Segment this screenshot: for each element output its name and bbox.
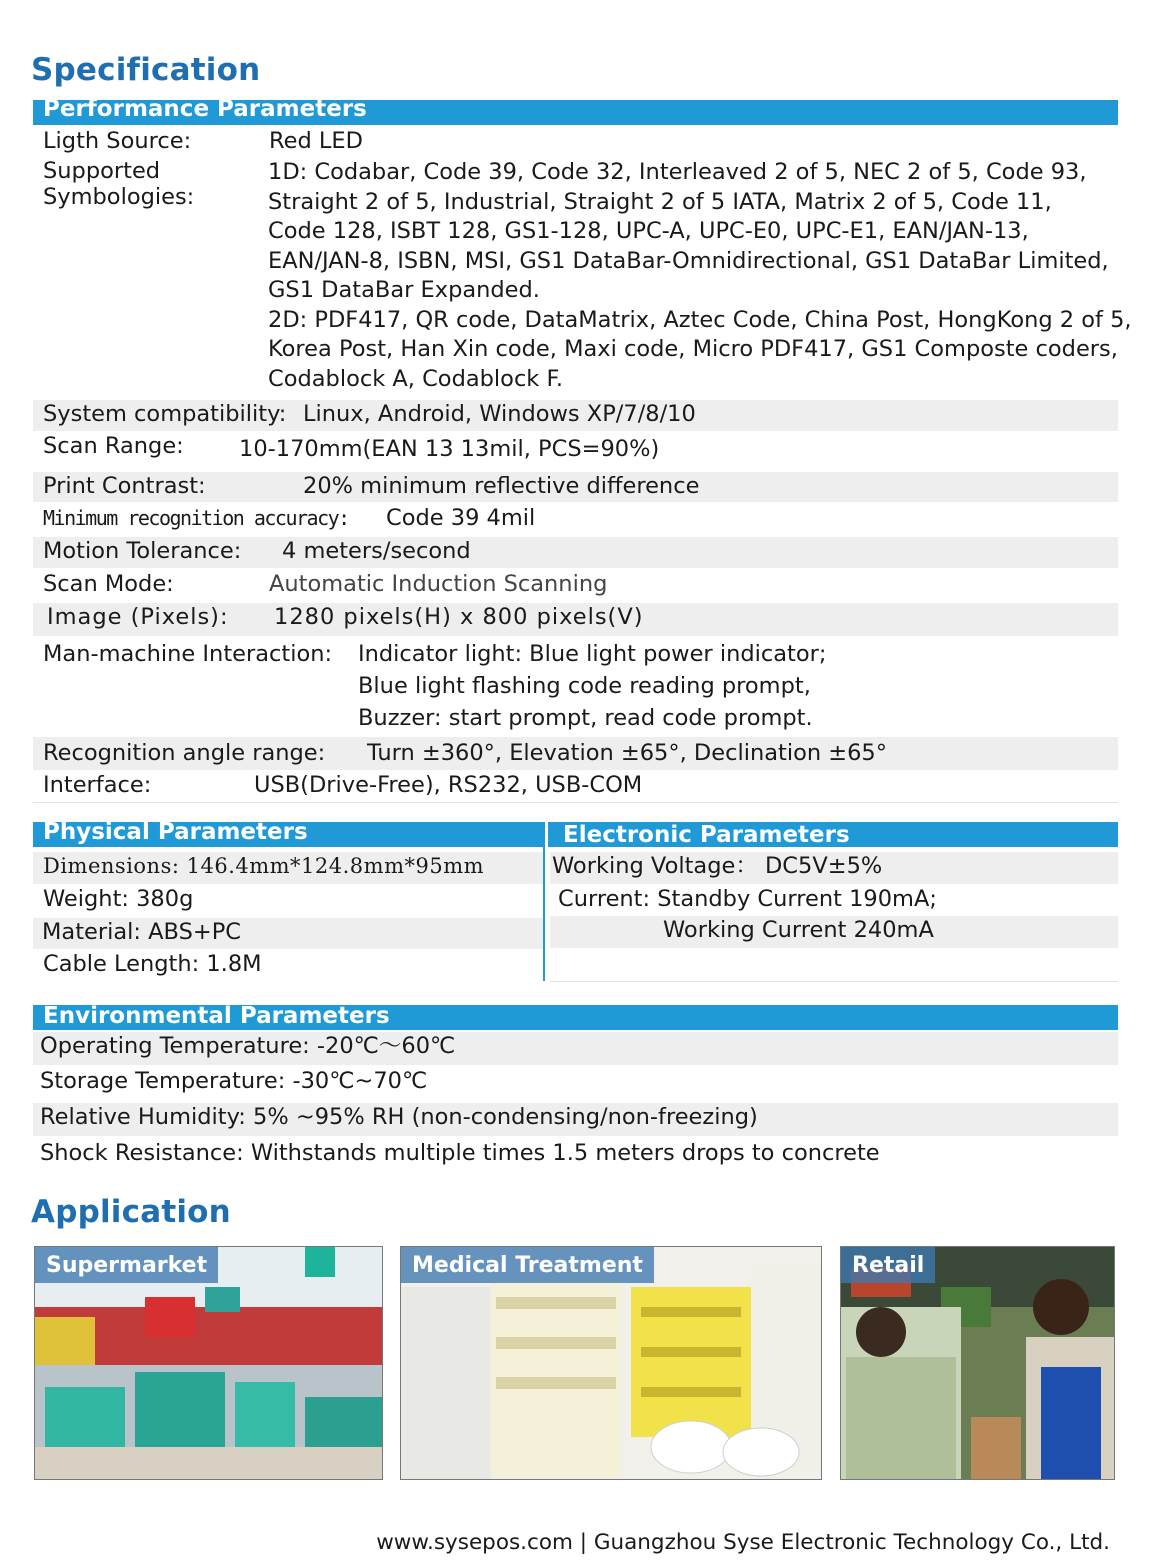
symbology-line: 2D: PDF417, QR code, DataMatrix, Aztec Code, China Post, HongKong 2 of 5, bbox=[268, 306, 1132, 333]
scan-mode-label: Scan Mode: bbox=[43, 571, 174, 597]
performance-title: Performance Parameters bbox=[43, 96, 367, 122]
scan-mode-value: Automatic Induction Scanning bbox=[269, 571, 608, 597]
recognition-accuracy-label: Minimum recognition accuracy: bbox=[43, 506, 349, 530]
application-heading: Application bbox=[31, 1194, 231, 1230]
recognition-accuracy-row bbox=[33, 504, 1118, 534]
current-row-1 bbox=[550, 885, 1118, 916]
scan-mode-row bbox=[33, 570, 1118, 601]
cable-row bbox=[33, 950, 543, 981]
medical-card bbox=[400, 1246, 822, 1480]
relative-humidity: Relative Humidity: 5% ~95% RH (non-condensing/non-freezing) bbox=[40, 1104, 758, 1130]
medical-label: Medical Treatment bbox=[401, 1247, 654, 1283]
electronic-title: Electronic Parameters bbox=[563, 822, 850, 848]
supermarket-card bbox=[34, 1246, 383, 1480]
symbologies-label-line-1: Supported bbox=[43, 158, 161, 184]
system-compatibility-row bbox=[33, 400, 1118, 431]
symbologies-label-line-2: Symbologies: bbox=[43, 184, 195, 210]
scan-range-value: 10-170mm(EAN 13 13mil, PCS=90%) bbox=[239, 436, 660, 462]
environmental-section-bar bbox=[33, 1005, 1118, 1030]
man-machine-line: Indicator light: Blue light power indicator; bbox=[358, 641, 827, 667]
weight-value: Weight: 380g bbox=[43, 886, 194, 912]
symbology-line: GS1 DataBar Expanded. bbox=[268, 277, 540, 303]
electronic-section-bar bbox=[548, 822, 1118, 847]
weight-row bbox=[33, 885, 543, 916]
image-pixels-value: 1280 pixels(H) x 800 pixels(V) bbox=[274, 604, 644, 630]
symbology-line: 1D: Codabar, Code 39, Code 32, Interleaved 2 of 5, NEC 2 of 5, Code 93, bbox=[268, 159, 1087, 185]
image-pixels-row bbox=[33, 603, 1118, 636]
supermarket-label: Supermarket bbox=[35, 1247, 218, 1283]
light-source-value: Red LED bbox=[269, 128, 363, 154]
current-standby: Current: Standby Current 190mA; bbox=[558, 886, 937, 912]
current-row-2 bbox=[550, 916, 1118, 948]
dimensions-row bbox=[33, 852, 543, 884]
material-row bbox=[33, 918, 543, 949]
symbology-line: Korea Post, Han Xin code, Maxi code, Micro PDF417, GS1 Composte coders, bbox=[268, 336, 1118, 362]
interface-value: USB(Drive-Free), RS232, USB-COM bbox=[254, 772, 643, 798]
print-contrast-row bbox=[33, 472, 1118, 502]
symbologies-row bbox=[33, 158, 1132, 396]
print-contrast-value: 20% minimum reflective difference bbox=[303, 473, 700, 499]
man-machine-line: Buzzer: start prompt, read code prompt. bbox=[358, 705, 813, 731]
env-row bbox=[33, 1103, 1118, 1136]
symbology-line: Code 128, ISBT 128, GS1-128, UPC-A, UPC-E0, UPC-E1, EAN/JAN-13, bbox=[268, 218, 1029, 244]
voltage-value: Working Voltage： DC5V±5% bbox=[552, 853, 883, 879]
interface-label: Interface: bbox=[43, 772, 152, 798]
motion-tolerance-label: Motion Tolerance: bbox=[43, 538, 242, 564]
system-compatibility-value: Linux, Android, Windows XP/7/8/10 bbox=[303, 401, 696, 427]
motion-tolerance-row bbox=[33, 537, 1118, 568]
symbologies-label bbox=[43, 158, 194, 210]
symbology-line: Straight 2 of 5, Industrial, Straight 2 of 5 IATA, Matrix 2 of 5, Code 11, bbox=[268, 188, 1052, 215]
scan-range-row bbox=[33, 431, 1118, 464]
symbologies-value bbox=[268, 158, 1132, 394]
storage-temperature: Storage Temperature: -30℃~70℃ bbox=[40, 1068, 428, 1094]
specification-heading: Specification bbox=[31, 52, 261, 88]
recognition-angle-row bbox=[33, 737, 1118, 770]
physical-title: Physical Parameters bbox=[43, 819, 308, 845]
shock-resistance: Shock Resistance: Withstands multiple times 1.5 meters drops to concrete bbox=[40, 1140, 880, 1166]
man-machine-label: Man-machine Interaction: bbox=[43, 641, 333, 667]
interface-row bbox=[33, 771, 1118, 802]
recognition-angle-value: Turn ±360°, Elevation ±65°, Declination ±65° bbox=[367, 740, 887, 766]
recognition-accuracy-value: Code 39 4mil bbox=[386, 505, 536, 531]
material-value: Material: ABS+PC bbox=[42, 919, 241, 945]
light-source-row bbox=[33, 127, 1118, 157]
performance-section-bar bbox=[33, 96, 1118, 125]
retail-label: Retail bbox=[841, 1247, 935, 1283]
recognition-angle-label: Recognition angle range: bbox=[43, 740, 326, 766]
man-machine-row bbox=[33, 638, 1118, 734]
cable-value: Cable Length: 1.8M bbox=[43, 951, 262, 977]
scan-range-label: Scan Range: bbox=[43, 433, 184, 459]
operating-temperature: Operating Temperature: -20℃～60℃ bbox=[40, 1033, 456, 1059]
environmental-title: Environmental Parameters bbox=[43, 1003, 390, 1029]
symbology-line: Codablock A, Codablock F. bbox=[268, 365, 563, 392]
performance-divider bbox=[33, 802, 1118, 803]
image-pixels-label: Image (Pixels): bbox=[47, 604, 229, 630]
electronic-divider bbox=[550, 981, 1118, 982]
physical-section-bar bbox=[33, 819, 545, 847]
symbology-line: EAN/JAN-8, ISBN, MSI, GS1 DataBar-Omnidirectional, GS1 DataBar Limited, bbox=[268, 247, 1109, 274]
footer-text: www.sysepos.com | Guangzhou Syse Electronic Technology Co., Ltd. bbox=[376, 1530, 1110, 1555]
env-row bbox=[33, 1067, 1118, 1100]
voltage-row bbox=[550, 852, 1118, 884]
env-row bbox=[33, 1139, 1118, 1172]
column-divider bbox=[543, 847, 545, 981]
retail-card bbox=[840, 1246, 1115, 1480]
current-working: Working Current 240mA bbox=[663, 917, 934, 943]
env-row bbox=[33, 1032, 1118, 1065]
motion-tolerance-value: 4 meters/second bbox=[282, 538, 471, 564]
light-source-label: Ligth Source: bbox=[43, 128, 192, 154]
print-contrast-label: Print Contrast: bbox=[43, 473, 206, 499]
system-compatibility-label: System compatibility: bbox=[43, 401, 287, 427]
dimensions-value: Dimensions: 146.4mm*124.8mm*95mm bbox=[43, 854, 485, 878]
man-machine-value bbox=[358, 638, 826, 734]
man-machine-line: Blue light flashing code reading prompt, bbox=[358, 673, 811, 699]
